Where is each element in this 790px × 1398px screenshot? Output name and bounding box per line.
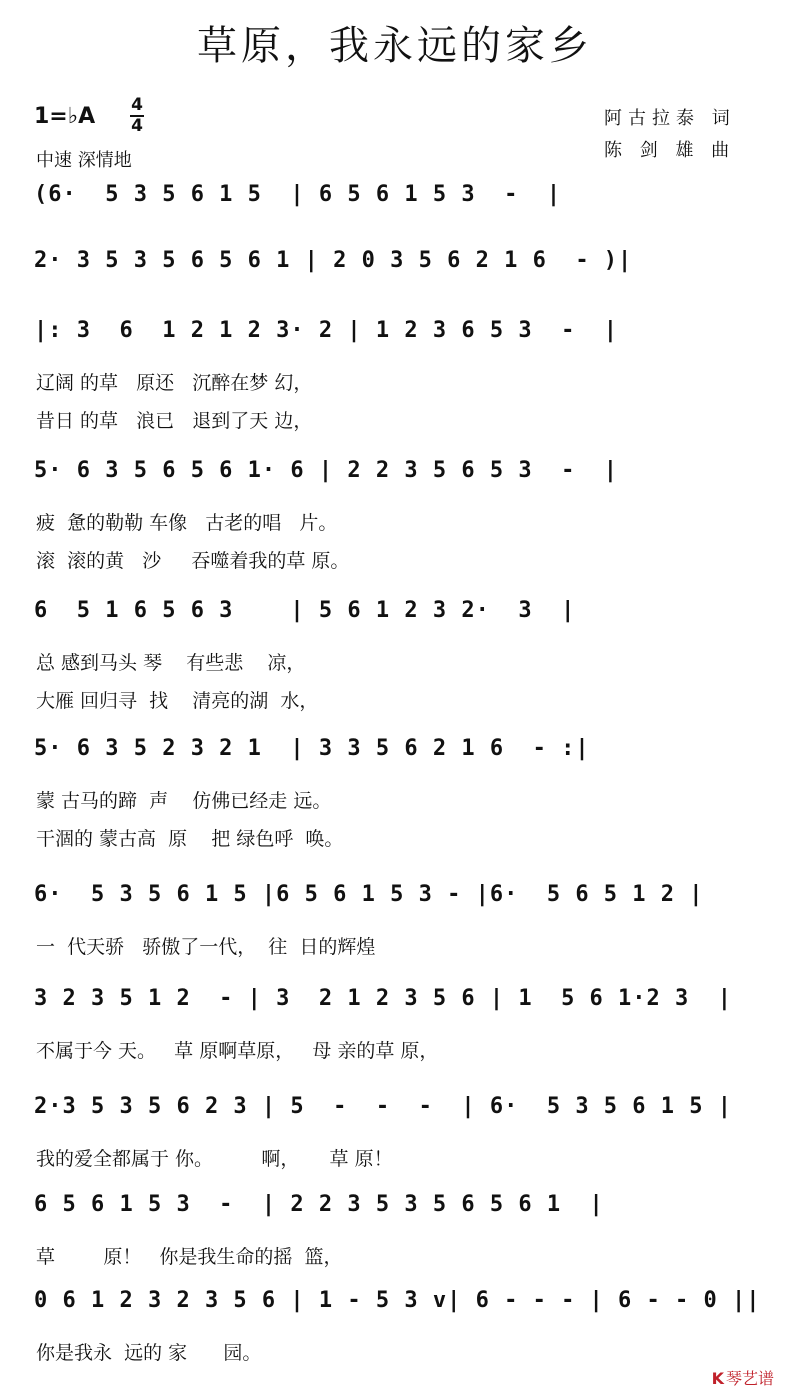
staff-line xyxy=(0,1192,790,1302)
lyric-line: 大雁 回归寻 找 清亮的湖 水， xyxy=(36,690,319,712)
staff-notes: 6 5 6 1 5 3 - | 2 2 3 5 3 5 6 5 6 1 | xyxy=(34,1192,604,1217)
lyric-line: 昔日 的草 浪已 退到了天 边， xyxy=(36,410,313,432)
song-title: 草原，我永远的家乡 xyxy=(197,23,593,69)
lyricist-credit: 阿古拉泰 词 xyxy=(604,108,736,129)
staff-line xyxy=(0,986,790,1096)
staff-notes: 3 2 3 5 1 2 - | 3 2 1 2 3 5 6 | 1 5 6 1·2 3 | xyxy=(34,986,733,1011)
lyric-line: 疲 惫的勒勒 车像 古老的唱 片。 xyxy=(36,512,338,534)
staff-notes: 5· 6 3 5 2 3 2 1 | 3 3 5 6 2 1 6 - :| xyxy=(34,736,590,761)
lyric-line: 干涸的 蒙古高 原 把 绿色呼 唤。 xyxy=(36,828,344,850)
staff-line xyxy=(0,736,790,850)
lyric-line: 我的爱全都属于 你。 啊， 草 原！ xyxy=(36,1148,393,1170)
staff-notes: (6· 5 3 5 6 1 5 | 6 5 6 1 5 3 - | xyxy=(34,182,562,207)
staff-notes: 2· 3 5 3 5 6 5 6 1 | 2 0 3 5 6 2 1 6 - )| xyxy=(34,248,633,273)
time-signature-bottom: 4 xyxy=(131,116,143,136)
staff-notes: 2·3 5 3 5 6 2 3 | 5 - - - | 6· 5 3 5 6 1 5 | xyxy=(34,1094,733,1119)
staff-line xyxy=(0,1288,790,1398)
lyric-line: 一 代天骄 骄傲了一代， 往 日的辉煌 xyxy=(36,936,376,958)
staff-line xyxy=(0,318,790,432)
time-signature xyxy=(130,96,144,136)
lyric-line: 你是我永 远的 家 园。 xyxy=(36,1342,262,1364)
staff-notes: 5· 6 3 5 6 5 6 1· 6 | 2 2 3 5 6 5 3 - | xyxy=(34,458,619,483)
lyric-line: 滚 滚的黄 沙 吞噬着我的草 原。 xyxy=(36,550,350,572)
time-signature-top: 4 xyxy=(131,95,143,115)
staff-line xyxy=(0,1094,790,1204)
staff-notes: |: 3 6 1 2 1 2 3· 2 | 1 2 3 6 5 3 - | xyxy=(34,318,619,343)
staff-line xyxy=(0,598,790,712)
logo-icon: K xyxy=(711,1369,724,1388)
lyric-line: 草 原！ 你是我生命的摇 篮， xyxy=(36,1246,343,1268)
staff-notes: 6· 5 3 5 6 1 5 |6 5 6 1 5 3 - |6· 5 6 5 1 2 | xyxy=(34,882,704,907)
lyric-line: 蒙 古马的蹄 声 仿佛已经走 远。 xyxy=(36,790,332,812)
key-signature: 1=♭A xyxy=(34,104,96,129)
watermark-text: 琴艺谱 xyxy=(725,1369,774,1388)
staff-notes: 0 6 1 2 3 2 3 5 6 | 1 - 5 3 v| 6 - - - | 6 - - 0 || xyxy=(34,1288,761,1313)
staff-line xyxy=(0,458,790,572)
staff-notes: 6 5 1 6 5 6 3 | 5 6 1 2 3 2· 3 | xyxy=(34,598,576,623)
composer-credit: 陈 剑 雄 曲 xyxy=(604,140,736,161)
lyric-line: 总 感到马头 琴 有些悲 凉， xyxy=(36,652,306,674)
watermark-logo xyxy=(712,1366,774,1389)
lyric-line: 辽阔 的草 原还 沉醉在梦 幻， xyxy=(36,372,313,394)
lyric-line: 不属于今 天。 草 原啊草原， 母 亲的草 原， xyxy=(36,1040,439,1062)
staff-line xyxy=(0,882,790,992)
tempo-marking: 中速 深情地 xyxy=(36,150,132,171)
